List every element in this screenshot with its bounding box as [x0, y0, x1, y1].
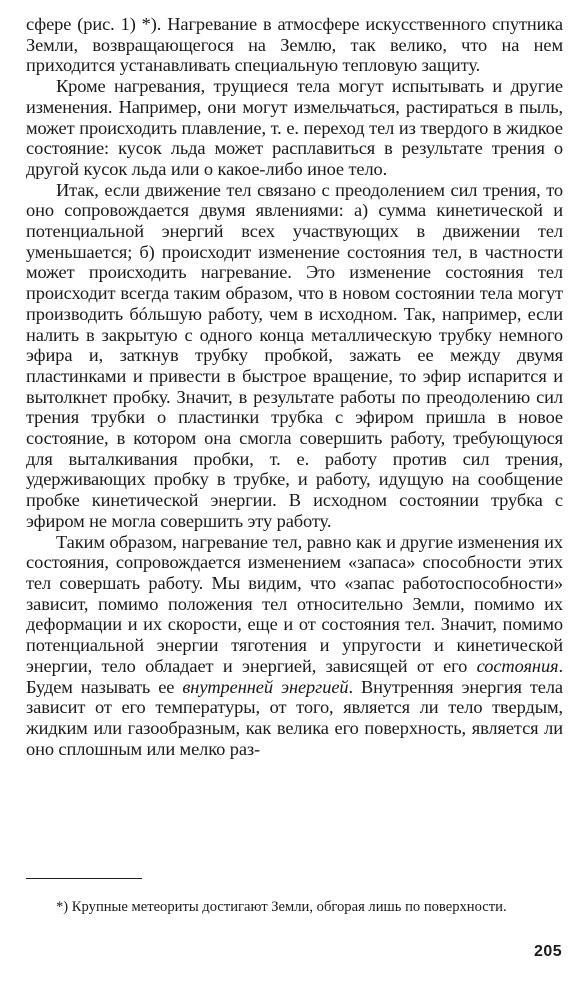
- paragraph-4-text-a: Таким образом, нагревание тел, равно как и другие изменения их состояния, сопровождается изменением «запаса» способности этих тел совершать работу. Мы видим, что «запас работоспособности» зависит, помимо положения тел относительно Земли, помимо их деформации и их скорости, еще и от состояния тел. Значит, помимо потенциальной энергии тяготения и упругости и кинетической энергии, тело обладает и энергией, зависящей от его: [26, 531, 563, 676]
- term-state: состояния: [476, 655, 559, 676]
- footnote: *) Крупные метеориты достигают Земли, обгорая лишь по поверхности.: [56, 899, 507, 915]
- term-internal-energy: внутренней энергией: [182, 676, 349, 697]
- paragraph-4-text-b: . Будем называть ее: [26, 655, 563, 697]
- paragraph-2: Кроме нагревания, трущиеся тела могут испытывать и другие изменения. Например, они могут измельчаться, растираться в пыль, может происходить плавление, т. е. переход тел из твердого в жидкое состояние: кусок льда может расплавиться в результате трения о другой кусок льда или о какое-либо иное тело.: [26, 76, 563, 179]
- footnote-divider: [26, 878, 142, 879]
- page-number: 205: [534, 943, 563, 960]
- page-body: [26, 14, 563, 759]
- paragraph-4-text-c: . Внутренняя энергия тела зависит от его температуры, от того, является ли тело твердым, жидким или газообразным, как велика его поверхность, является ли оно сплошным или мелко раз-: [26, 676, 563, 759]
- paragraph-1: сфере (рис. 1) *). Нагревание в атмосфере искусственного спутника Земли, возвращающегося на Землю, так велико, что на нем приходится устанавливать специальную тепловую защиту.: [26, 14, 563, 76]
- paragraph-3: Итак, если движение тел связано с преодолением сил трения, то оно сопровождается двумя явлениями: а) сумма кинетической и потенциальной энергий всех участвующих в движении тел уменьшается; б) происходит изменение состояния тел, в частности может происходить нагревание. Это изменение состояния тел происходит всегда таким образом, что в новом состоянии тела могут производить бóльшую работу, чем в исходном. Так, например, если налить в закрытую с одного конца металлическую трубку немного эфира и, заткнув трубку пробкой, зажать ее между двумя пластинками и привести в быстрое вращение, то эфир испарится и вытолкнет пробку. Значит, в результате работы по преодолению сил трения трубки о пластинки трубка с эфиром пришла в новое состояние, в котором она смогла совершить работу, требующуюся для выталкивания пробки, т. е. работу против сил трения, удерживающих пробку в трубке, и работу, идущую на сообщение пробке кинетической энергии. В исходном состоянии трубка с эфиром не могла совершить эту работу.: [26, 179, 563, 531]
- paragraph-4: [26, 532, 563, 760]
